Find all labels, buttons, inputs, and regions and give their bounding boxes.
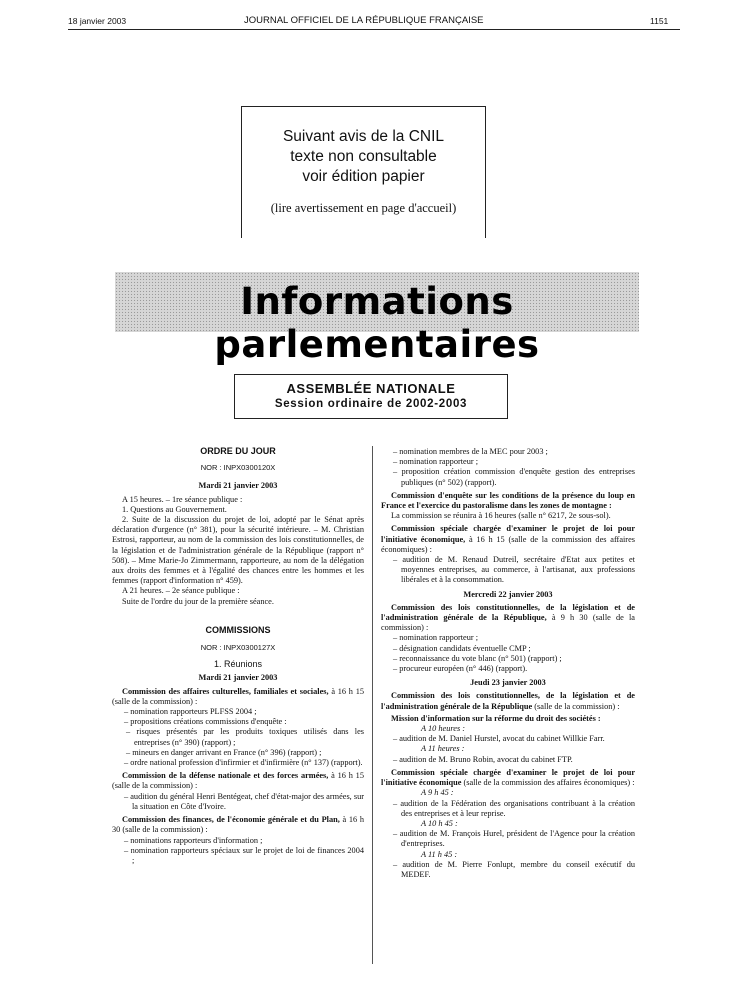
commission-name: Commission de la défense nationale et des forces armées,: [122, 771, 329, 781]
list-item: – audition de M. Renaud Dutreil, secrétaire d'Etat aux petites et moyennes entreprises, au commerce, à l'artisanat, aux professions libérales et à la consommation.: [393, 555, 635, 585]
page-number: 1151: [650, 16, 669, 26]
header-date: 18 janvier 2003: [68, 16, 127, 26]
cnil-notice-box: [241, 106, 486, 238]
list-item: – ordre national profession d'infirmier et d'infirmière (n° 137) (rapport).: [124, 758, 363, 768]
commission-name: Commission spéciale chargée d'examiner le projet de loi pour l'initiative économique,: [381, 524, 635, 544]
list-item: – mineurs en danger arrivant en France (n° 396) (rapport) ;: [126, 747, 322, 757]
list-item: – audition du général Henri Bentégeat, chef d'état-major des armées, sur la situation en Côte d'Ivoire.: [124, 791, 364, 811]
list-item: – audition de M. Daniel Hurstel, avocat du cabinet Willkie Farr.: [393, 734, 605, 744]
list-item: – nominations rapporteurs d'information ;: [124, 835, 263, 845]
nor-reference: NOR : INPX0300127X: [200, 643, 276, 653]
day-heading: Mardi 21 janvier 2003: [198, 673, 278, 683]
commission-details: (salle de la commission des affaires économiques) :: [461, 778, 635, 788]
header-rule: [68, 29, 680, 30]
commission-name: Commission des lois constitutionnelles, de la législation et de l'administration générale de la République: [381, 691, 635, 711]
commission-entry: [381, 768, 635, 788]
assembly-title: ASSEMBLÉE NATIONALE: [286, 381, 456, 396]
commission-entry: [112, 771, 364, 791]
list-item: – nomination rapporteurs PLFSS 2004 ;: [124, 707, 257, 717]
commission-name: Commission des lois constitutionnelles, de la législation et de l'administration générale de la République,: [381, 602, 635, 623]
banner-title: Informations parlementaires: [214, 280, 540, 366]
list-item: – désignation candidats éventuelle CMP ;: [393, 643, 531, 653]
commission-name: Commission spéciale chargée d'examiner le projet de loi pour l'initiative économique: [381, 767, 635, 788]
cnil-line-3: voir édition papier: [302, 168, 425, 185]
list-item: – audition de M. François Hurel, président de l'Agence pour la création d'entreprises.: [393, 829, 635, 849]
agenda-item: Suite de l'ordre du jour de la première séance.: [122, 596, 274, 606]
list-item: – procureur européen (n° 446) (rapport).: [393, 664, 528, 674]
list-item: – nomination rapporteurs spéciaux sur le projet de loi de finances 2004 ;: [124, 845, 364, 865]
list-item: – reconnaissance du vote blanc (n° 501) (rapport) ;: [393, 653, 562, 663]
cnil-note: (lire avertissement en page d'accueil): [270, 201, 457, 215]
cnil-line-1: Suivant avis de la CNIL: [282, 128, 445, 145]
commission-name: Commission d'enquête sur les conditions de la présence du loup en France et l'exercice du pastoralisme dans les zones de montagne :: [381, 490, 635, 511]
section-banner: [115, 272, 639, 366]
list-item: – nomination rapporteur ;: [393, 457, 479, 467]
list-item: – audition de M. Pierre Fonlupt, membre du conseil exécutif du MEDEF.: [393, 859, 635, 879]
left-column: [112, 446, 364, 866]
commission-details: (salle de la commission) :: [532, 701, 620, 711]
list-item: – audition de la Fédération des organisations contribuant à la création des entreprises et à leur reprise.: [393, 798, 635, 818]
commission-name: Commission des finances, de l'économie générale et du Plan,: [122, 815, 340, 825]
commission-entry: [381, 524, 635, 555]
reunions-heading: 1. Réunions: [213, 659, 263, 670]
time-slot: A 9 h 45 :: [421, 788, 454, 798]
right-column: [381, 447, 635, 880]
list-item: – proposition création commission d'enquête gestion des entreprises publiques (n° 502) (rapport).: [393, 467, 635, 487]
time-slot: A 11 heures :: [421, 744, 465, 754]
commission-details: à 16 h 30 (salle de la commission) :: [112, 815, 364, 835]
time-slot: A 11 h 45 :: [421, 849, 458, 859]
commission-details: à 9 h 30 (salle de la commission) :: [381, 613, 635, 633]
day-heading: Mercredi 22 janvier 2003: [463, 589, 553, 599]
journal-title: JOURNAL OFFICIEL DE LA RÉPUBLIQUE FRANÇAISE: [244, 15, 484, 26]
session-time: A 21 heures. – 2e séance publique :: [122, 586, 240, 596]
cnil-line-2: texte non consultable: [290, 148, 437, 165]
commission-details: à 16 h 15 (salle de la commission) :: [112, 686, 364, 706]
nor-reference: NOR : INPX0300120X: [200, 463, 276, 473]
time-slot: A 10 h 45 :: [421, 818, 458, 828]
list-item: – propositions créations commissions d'enquête :: [124, 717, 287, 727]
agenda-item: 2. Suite de la discussion du projet de loi, adopté par le Sénat après déclaration d'urgence (n° 381), pour la sécurité intérieure. – M. Christian Estrosi, rapporteur, au nom de la commission des lois constitutionnelles, de la législation et de l'administration générale de la République (rapport n° 508). – Mme Marie-Jo Zimmermann, rapporteure, au nom de la délégation aux droits des femmes et à l'égalité des chances entre les hommes et les femmes (rapport d'information n° 459).: [112, 515, 364, 586]
commission-details: La commission se réunira à 16 heures (salle n° 6217, 2e sous-sol).: [391, 511, 611, 521]
list-item: – risques présentés par les produits toxiques utilisés dans les entreprises (n° 390) (rapport) ;: [126, 727, 364, 747]
session-time: A 15 heures. – 1re séance publique :: [122, 494, 243, 504]
commission-entry: [381, 603, 635, 634]
commission-entry: [112, 687, 364, 707]
assembly-session: Session ordinaire de 2002-2003: [274, 398, 468, 410]
commission-entry: [112, 815, 364, 835]
commission-details: à 16 h 15 (salle de la commission des affaires économiques) :: [381, 534, 635, 554]
commission-name: Commission des affaires culturelles, familiales et sociales,: [122, 686, 329, 696]
commission-details: à 16 h 15 (salle de la commission) :: [112, 771, 364, 791]
mission-heading: Mission d'information sur la réforme du droit des sociétés :: [391, 713, 601, 723]
list-item: – nomination rapporteur ;: [393, 633, 479, 643]
column-separator: [372, 446, 373, 964]
day-heading: Jeudi 23 janvier 2003: [470, 678, 546, 688]
list-item: – nomination membres de la MEC pour 2003 ;: [393, 447, 548, 456]
commission-entry: [381, 691, 635, 711]
agenda-item: 1. Questions au Gouvernement.: [122, 504, 227, 514]
commissions-heading: COMMISSIONS: [205, 624, 271, 635]
ordre-du-jour-heading: ORDRE DU JOUR: [200, 446, 276, 456]
assembly-box: [234, 374, 508, 419]
time-slot: A 10 heures :: [421, 724, 466, 734]
list-item: – audition de M. Bruno Robin, avocat du cabinet FTP.: [393, 754, 573, 764]
day-heading: Mardi 21 janvier 2003: [198, 481, 278, 491]
